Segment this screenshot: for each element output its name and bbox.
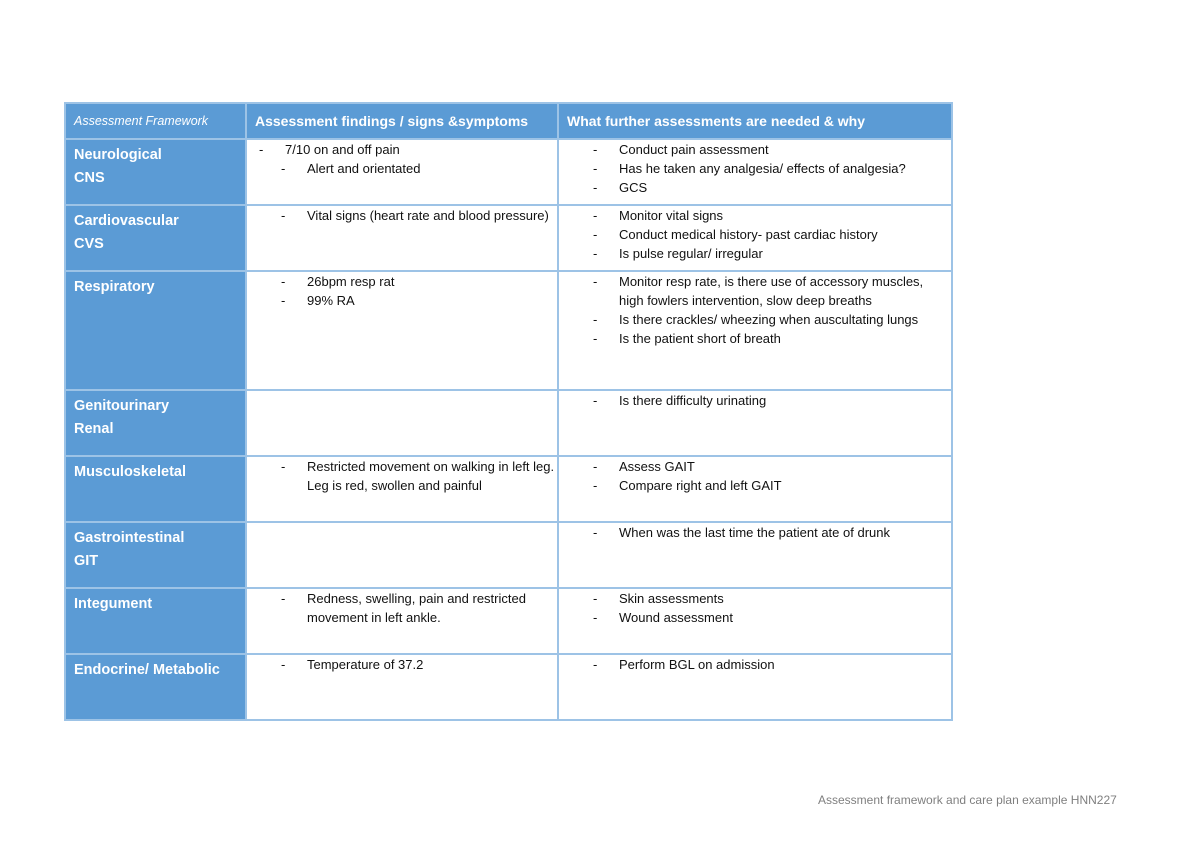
finding-item: - Vital signs (heart rate and blood pressure) (247, 206, 557, 225)
body-system-label: Gastrointestinal (74, 530, 185, 546)
header-findings: Assessment findings / signs &symptoms (246, 103, 558, 139)
body-system-cell (65, 390, 246, 456)
further-assessment-cell (558, 456, 952, 522)
further-assessment-item: - Has he taken any analgesia/ effects of analgesia? (559, 159, 951, 178)
body-system-label: Integument (74, 596, 153, 612)
body-system-label: Genitourinary (74, 398, 170, 414)
further-assessment-item: - Is the patient short of breath (559, 329, 951, 348)
table-row (65, 456, 952, 522)
body-system-cell (65, 139, 246, 205)
further-assessment-item: - Assess GAIT (559, 457, 951, 476)
body-system-cell (65, 271, 246, 390)
body-system-cell (65, 205, 246, 271)
further-assessment-item: - Conduct medical history- past cardiac history (559, 225, 951, 244)
finding-item: - Alert and orientated (247, 159, 557, 178)
body-system-cell (65, 456, 246, 522)
further-assessment-cell (558, 139, 952, 205)
further-assessment-item: - When was the last time the patient ate of drunk (559, 523, 951, 542)
further-assessment-cell (558, 271, 952, 390)
further-assessment-item: - Is there crackles/ wheezing when auscultating lungs (559, 310, 951, 329)
further-assessment-item: - Is there difficulty urinating (559, 391, 951, 410)
body-system-cell (65, 522, 246, 588)
finding-item: - 26bpm resp rat (247, 272, 557, 291)
assessment-table (64, 102, 953, 721)
further-assessment-item: - Monitor resp rate, is there use of accessory muscles, high fowlers intervention, slow deep breaths (559, 272, 951, 310)
table-row (65, 205, 952, 271)
table-row (65, 390, 952, 456)
findings-cell (246, 271, 558, 390)
table-row (65, 654, 952, 720)
table-row (65, 271, 952, 390)
further-assessment-item: - Is pulse regular/ irregular (559, 244, 951, 263)
table-row (65, 522, 952, 588)
findings-cell (246, 139, 558, 205)
body-system-label: Neurological (74, 147, 162, 163)
finding-item: - Restricted movement on walking in left leg. Leg is red, swollen and painful (247, 457, 557, 495)
body-system-label: Renal (74, 421, 114, 437)
further-assessment-item: - Skin assessments (559, 589, 951, 608)
body-system-label: CVS (74, 236, 104, 252)
table-row (65, 139, 952, 205)
findings-cell (246, 654, 558, 720)
body-system-label: Endocrine/ Metabolic (74, 662, 220, 678)
finding-item: - 99% RA (247, 291, 557, 310)
body-system-cell (65, 654, 246, 720)
body-system-label: GIT (74, 553, 99, 569)
header-row (65, 103, 952, 139)
further-assessment-item: - Compare right and left GAIT (559, 476, 951, 495)
further-assessment-cell (558, 390, 952, 456)
further-assessment-cell (558, 205, 952, 271)
header-assessment-framework: Assessment Framework (65, 103, 246, 139)
findings-cell (246, 390, 558, 456)
findings-cell (246, 205, 558, 271)
findings-cell (246, 588, 558, 654)
header-further-assessments: What further assessments are needed & why (558, 103, 952, 139)
body-system-label: Musculoskeletal (74, 464, 187, 480)
further-assessment-item: - Wound assessment (559, 608, 951, 627)
further-assessment-item: - GCS (559, 178, 951, 197)
body-system-label: Respiratory (74, 279, 155, 295)
table-row (65, 588, 952, 654)
page-footer: Assessment framework and care plan example HNN227 (818, 793, 1117, 807)
further-assessment-item: - Monitor vital signs (559, 206, 951, 225)
findings-cell (246, 522, 558, 588)
further-assessment-cell (558, 522, 952, 588)
body-system-cell (65, 588, 246, 654)
further-assessment-item: - Conduct pain assessment (559, 140, 951, 159)
further-assessment-item: - Perform BGL on admission (559, 655, 951, 674)
findings-cell (246, 456, 558, 522)
body-system-label: Cardiovascular (74, 213, 179, 229)
finding-item: - 7/10 on and off pain (247, 140, 557, 159)
further-assessment-cell (558, 654, 952, 720)
finding-item: - Redness, swelling, pain and restricted movement in left ankle. (247, 589, 557, 627)
further-assessment-cell (558, 588, 952, 654)
body-system-label: CNS (74, 170, 105, 186)
finding-item: - Temperature of 37.2 (247, 655, 557, 674)
